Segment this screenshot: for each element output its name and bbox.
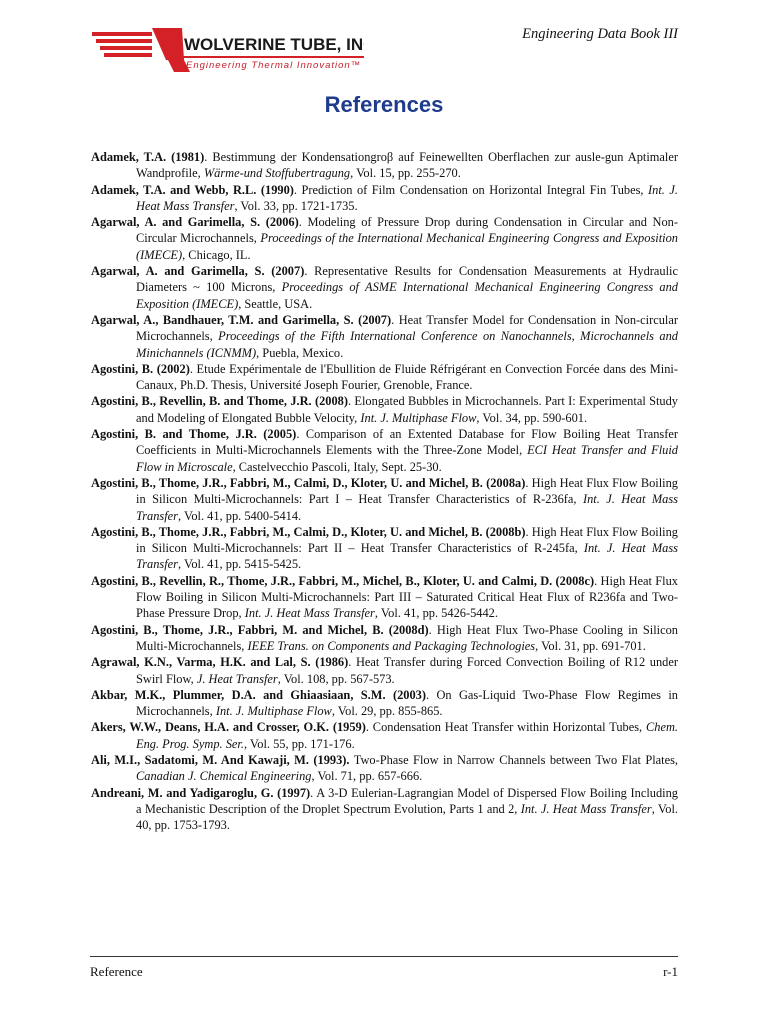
reference-journal: Proceedings of ASME International Mechanical Engineering Congress and Exposition (IMECE) xyxy=(136,280,679,311)
reference-entry xyxy=(91,654,678,687)
reference-entry xyxy=(91,573,678,622)
reference-entry xyxy=(91,393,678,426)
reference-entry xyxy=(91,622,678,655)
reference-text: . Condensation Heat Transfer within Horizontal Tubes, xyxy=(365,720,646,735)
reference-journal: ECI Heat Transfer and Fluid Flow in Microscale xyxy=(136,443,678,474)
reference-journal: J. Heat Transfer xyxy=(196,671,278,686)
reference-journal: Int. J. Heat Mass Transfer xyxy=(244,606,375,621)
reference-authors: Agostini, B., Thome, J.R., Fabbri, M., Calmi, D., Kloter, U. and Michel, B. (2008a) xyxy=(91,475,526,490)
page-title: References xyxy=(324,92,444,117)
reference-authors: Agostini, B. (2002) xyxy=(91,361,190,376)
reference-details: , Vol. 108, pp. 567-573. xyxy=(277,671,395,686)
reference-authors: Agostini, B., Revellin, B. and Thome, J.R. (2008) xyxy=(91,394,349,409)
reference-authors: Agarwal, A. and Garimella, S. (2006) xyxy=(91,215,299,230)
reference-authors: Adamek, T.A. and Webb, R.L. (1990) xyxy=(91,182,294,197)
reference-authors: Andreani, M. and Yadigaroglu, G. (1997) xyxy=(91,785,311,800)
page-number: r-1 xyxy=(663,964,678,979)
reference-text: . High Heat Flux Flow Boiling in Silicon Multi-Microchannels: Part I – Heat Transfer Characteristics of R-236fa, xyxy=(136,475,679,507)
reference-details: , Vol. 34, pp. 590-601. xyxy=(476,410,588,425)
logo-name: WOLVERINE TUBE, INC. xyxy=(184,35,364,54)
reference-entry xyxy=(91,785,678,834)
reference-journal: Canadian J. Chemical Engineering xyxy=(136,769,312,784)
reference-entry xyxy=(91,752,678,785)
reference-text: . On Gas-Liquid Two-Phase Flow Regimes in Microchannels, xyxy=(136,687,678,719)
reference-entry xyxy=(91,149,678,182)
reference-journal: Int. J. Multiphase Flow xyxy=(360,410,477,425)
reference-text: . Prediction of Film Condensation on Horizontal Integral Fin Tubes, xyxy=(293,182,649,197)
reference-entry xyxy=(91,263,678,312)
reference-entry xyxy=(91,475,678,524)
reference-details: , Vol. 55, pp. 171-176. xyxy=(243,736,355,751)
reference-journal: Int. J. Heat Mass Transfer xyxy=(136,182,678,213)
reference-authors: Agostini, B. and Thome, J.R. (2005) xyxy=(91,427,297,442)
reference-journal: Int. J. Heat Mass Transfer xyxy=(520,801,652,816)
reference-journal: Proceedings of the International Mechanical Engineering Congress and Exposition (IMECE) xyxy=(136,231,678,262)
reference-details: , Puebla, Mexico. xyxy=(256,345,344,360)
reference-text: . Comparison of an Extented Database for Flow Boiling Heat Transfer Coefficients in Multi-Microchannels Elements with the Three-Zone Model, xyxy=(136,427,678,458)
reference-text: Two-Phase Flow in Narrow Channels between Two Flat Plates, xyxy=(349,752,679,767)
reference-entry xyxy=(91,361,678,394)
reference-entry xyxy=(91,312,678,361)
reference-authors: Agostini, B., Thome, J.R., Fabbri, M. and Michel, B. (2008d) xyxy=(91,622,429,637)
reference-text: . A 3-D Eulerian-Lagrangian Model of Dispersed Flow Boiling Including a Mechanistic Description of the Droplet Spectrum Evolution, Parts 1 and 2, xyxy=(136,785,678,816)
reference-authors: Ali, M.I., Sadatomi, M. And Kawaji, M. (1993). xyxy=(91,752,350,767)
reference-details: , Vol. 41, pp. 5400-5414. xyxy=(178,508,302,523)
reference-authors: Agrawal, K.N., Varma, H.K. and Lal, S. (1986) xyxy=(91,655,349,670)
reference-journal: Int. J. Heat Mass Transfer xyxy=(136,492,678,523)
reference-text: . Bestimmung der Kondensationgroβ auf Feinewellten Oberflachen zur ausle-gun Aptimaler Wandprofile, xyxy=(136,150,678,181)
reference-journal: Chem. Eng. Prog. Symp. Ser. xyxy=(136,720,678,751)
reference-journal: Int. J. Heat Mass Transfer xyxy=(136,541,679,572)
reference-text: . Modeling of Pressure Drop during Condensation in Circular and Non-Circular Microchannels, xyxy=(136,215,678,246)
reference-authors: Agostini, B., Thome, J.R., Fabbri, M., Calmi, D., Kloter, U. and Michel, B. (2008b) xyxy=(91,524,526,539)
reference-details: , Vol. 29, pp. 855-865. xyxy=(331,704,443,719)
reference-details: , Seattle, USA. xyxy=(238,296,313,311)
reference-authors: Agarwal, A., Bandhauer, T.M. and Garimella, S. (2007) xyxy=(91,312,392,327)
logo-mark xyxy=(92,26,364,74)
reference-text: . High Heat Flux Flow Boiling in Silicon Multi-Microchannels: Part II – Heat Transfer Characteristics of R-245fa, xyxy=(136,524,678,556)
reference-journal: Proceedings of the Fifth International Conference on Nanochannels, Microchannels and Minichannels (ICNMM) xyxy=(136,329,678,360)
reference-details: , Vol. 33, pp. 1721-1735. xyxy=(234,198,358,213)
footer-section-label: Reference xyxy=(90,964,143,979)
book-title: Engineering Data Book III xyxy=(522,26,678,42)
reference-text: . Heat Transfer during Forced Convection Boiling of R12 under Swirl Flow, xyxy=(136,655,679,686)
reference-text: . Elongated Bubbles in Microchannels. Part I: Experimental Study and Modeling of Elongated Bubble Velocity, xyxy=(136,394,678,425)
reference-authors: Agostini, B., Revellin, R., Thome, J.R., Fabbri, M., Michel, B., Kloter, U. and Calmi, D. (2008c) xyxy=(91,573,595,588)
reference-journal: Wärme-und Stoffubertragung xyxy=(203,166,351,181)
footer-divider xyxy=(90,956,678,957)
reference-authors: Agarwal, A. and Garimella, S. (2007) xyxy=(91,264,305,279)
reference-entry xyxy=(91,719,678,752)
reference-entry xyxy=(91,182,678,215)
reference-details: , Vol. 71, pp. 657-666. xyxy=(311,769,423,784)
reference-journal: IEEE Trans. on Components and Packaging Technologies xyxy=(247,638,536,653)
reference-details: , Vol. 41, pp. 5415-5425. xyxy=(178,557,302,572)
reference-details: , Vol. 40, pp. 1753-1793. xyxy=(136,801,678,833)
reference-details: , Vol. 31, pp. 691-701. xyxy=(535,638,646,653)
logo-tagline: Engineering Thermal Innovation™ xyxy=(186,60,362,71)
reference-list xyxy=(91,149,678,833)
reference-text: . Representative Results for Condensation Measurements at Hydraulic Diameters ~ 100 Microns, xyxy=(136,264,678,295)
reference-entry xyxy=(91,426,678,475)
reference-details: , Chicago, IL. xyxy=(182,247,251,262)
reference-text: . Heat Transfer Model for Condensation in Non-circular Microchannels, xyxy=(136,312,678,344)
reference-authors: Akbar, M.K., Plummer, D.A. and Ghiaasiaan, S.M. (2003) xyxy=(91,687,426,702)
reference-details: , Vol. 15, pp. 255-270. xyxy=(350,166,461,181)
reference-details: , Castelvecchio Pascoli, Italy, Sept. 25-30. xyxy=(232,459,442,474)
reference-authors: Adamek, T.A. (1981) xyxy=(91,150,205,164)
reference-text: . High Heat Flux Flow Boiling in Silicon Multi-Microchannels: Part III – Saturated Critical Heat Flux of R236fa and Two-Phase Pressure Drop, xyxy=(136,573,678,621)
wolverine-tube-logo xyxy=(92,26,364,74)
reference-entry xyxy=(91,214,678,263)
reference-text: . Etude Expérimentale de l'Ebullition de Fluide Réfrigérant en Convection Forcée dans des Mini-Canaux, Ph.D. Thesis, Université Joseph Fourier, Grenoble, France. xyxy=(136,361,678,393)
reference-details: , Vol. 41, pp. 5426-5442. xyxy=(374,606,498,621)
reference-entry xyxy=(91,524,678,573)
reference-text: . High Heat Flux Two-Phase Cooling in Silicon Multi-Microchannels, xyxy=(136,622,678,653)
reference-authors: Akers, W.W., Deans, H.A. and Crosser, O.K. (1959) xyxy=(91,720,366,735)
reference-journal: Int. J. Multiphase Flow xyxy=(215,704,332,719)
reference-entry xyxy=(91,687,678,720)
